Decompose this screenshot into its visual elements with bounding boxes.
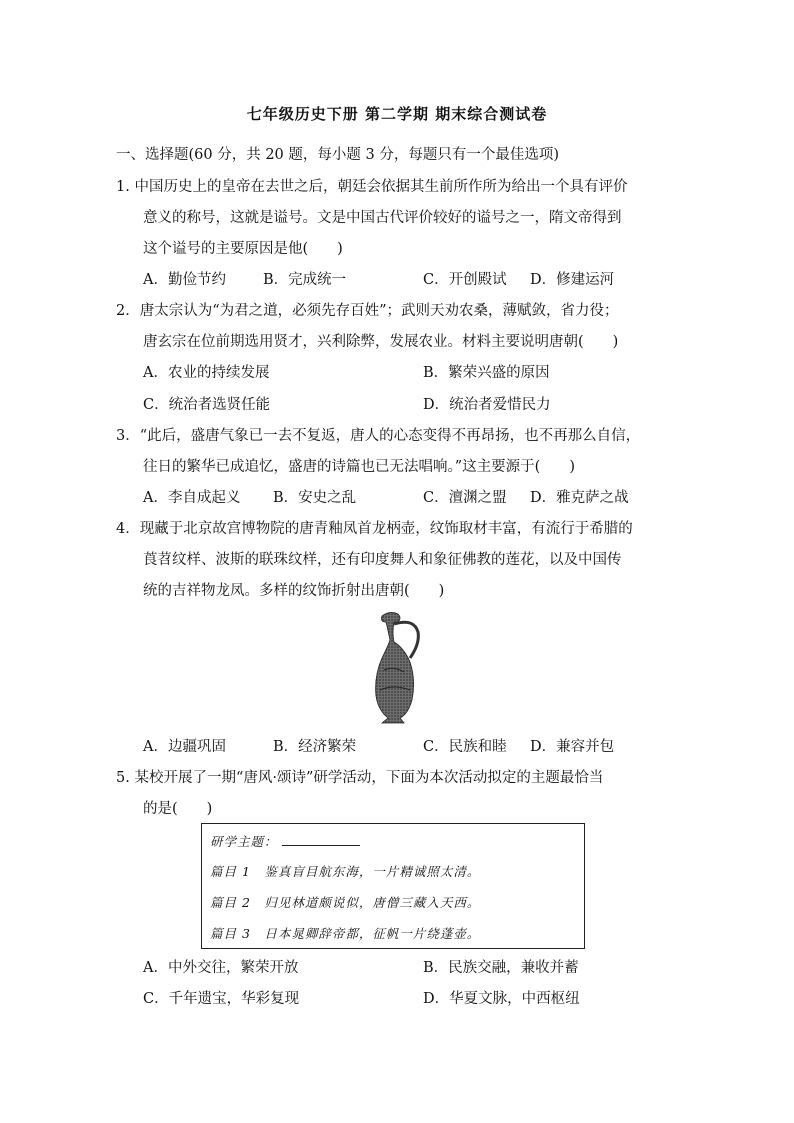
- question-4-option-a[interactable]: A．边疆巩固: [143, 739, 226, 755]
- question-3-option-a[interactable]: A．李自成起义: [143, 490, 241, 506]
- topic-item-1: 篇目 1 鉴真盲目航东海，一片精诚照太清。: [210, 864, 481, 879]
- question-1-line-3: 这个谥号的主要原因是他( ): [143, 241, 343, 257]
- question-2-line-2: 唐玄宗在位前期选用贤才，兴利除弊，发展农业。材料主要说明唐朝( ): [143, 334, 619, 350]
- question-1-line-2: 意义的称号，这就是谥号。文是中国古代评价较好的谥号之一，隋文帝得到: [143, 210, 622, 226]
- question-1-option-d[interactable]: D．修建运河: [530, 272, 615, 288]
- question-5-option-b[interactable]: B．民族交融，兼收并蓄: [423, 960, 579, 976]
- page-title: 七年级历史下册 第二学期 期末综合测试卷: [246, 105, 548, 123]
- question-5-option-a[interactable]: A．中外交往，繁荣开放: [143, 960, 299, 976]
- question-2-option-c[interactable]: C．统治者选贤任能: [143, 397, 271, 413]
- question-4-option-d[interactable]: D．兼容并包: [530, 739, 615, 755]
- question-3-option-d[interactable]: D．雅克萨之战: [530, 490, 629, 506]
- question-2-option-b[interactable]: B．繁荣兴盛的原因: [423, 365, 550, 381]
- question-4-option-b[interactable]: B．经济繁荣: [273, 739, 357, 755]
- section-heading: 一、选择题(60 分，共 20 题，每小题 3 分，每题只有一个最佳选项): [116, 147, 559, 163]
- question-2-option-a[interactable]: A．农业的持续发展: [143, 365, 270, 381]
- question-3-option-c[interactable]: C．澶渊之盟: [423, 490, 507, 506]
- topic-blank: [282, 833, 360, 846]
- question-5-line-2: 的是( ): [143, 801, 213, 817]
- question-3-line-1: 3．“此后，盛唐气象已一去不复返，唐人的心态变得不再昂扬，也不再那么自信，: [116, 428, 641, 444]
- topic-item-3: 篇目 3 日本晁卿辞帝都，征帆一片绕蓬壶。: [210, 926, 481, 941]
- question-2-option-d[interactable]: D．统治者爱惜民力: [423, 397, 551, 413]
- question-4-line-2: 莨苕纹样、波斯的联珠纹样，还有印度舞人和象征佛教的莲花，以及中国传: [143, 552, 622, 568]
- topic-item-2: 篇目 2 归见林道颇说似，唐僧三藏入天西。: [210, 895, 481, 910]
- question-5-option-c[interactable]: C．千年遗宝，华彩复现: [143, 991, 300, 1007]
- question-1-line-1: 1. 中国历史上的皇帝在去世之后，朝廷会依据其生前所作所为给出一个具有评价: [116, 179, 628, 195]
- topic-heading: [210, 832, 360, 850]
- question-2-line-1: 2．唐太宗认为“为君之道，必须先存百姓”；武则天劝农桑，薄赋敛，省力役；: [116, 303, 619, 319]
- question-1-option-a[interactable]: A．勤俭节约: [143, 272, 226, 288]
- question-5-line-1: 5. 某校开展了一期“唐风·颂诗”研学活动，下面为本次活动拟定的主题最恰当: [116, 770, 604, 786]
- question-1-option-c[interactable]: C．开创殿试: [423, 272, 507, 288]
- question-4-line-3: 统的吉祥物龙凤。多样的纹饰折射出唐朝( ): [143, 583, 445, 599]
- topic-heading-label: 研学主题：: [210, 834, 278, 849]
- question-1-option-b[interactable]: B．完成统一: [263, 272, 347, 288]
- question-5-option-d[interactable]: D．华夏文脉，中西枢纽: [423, 991, 580, 1007]
- research-topic-box: [201, 823, 585, 949]
- question-4-line-1: 4．现藏于北京故宫博物院的唐青釉凤首龙柄壶，纹饰取材丰富，有流行于希腊的: [116, 521, 633, 537]
- question-3-line-2: 往日的繁华已成追忆，盛唐的诗篇也已无法唱响。”这主要源于( ): [143, 459, 575, 475]
- question-4-option-c[interactable]: C．民族和睦: [423, 739, 507, 755]
- phoenix-head-ewer-image: [364, 610, 434, 725]
- question-3-option-b[interactable]: B．安史之乱: [273, 490, 357, 506]
